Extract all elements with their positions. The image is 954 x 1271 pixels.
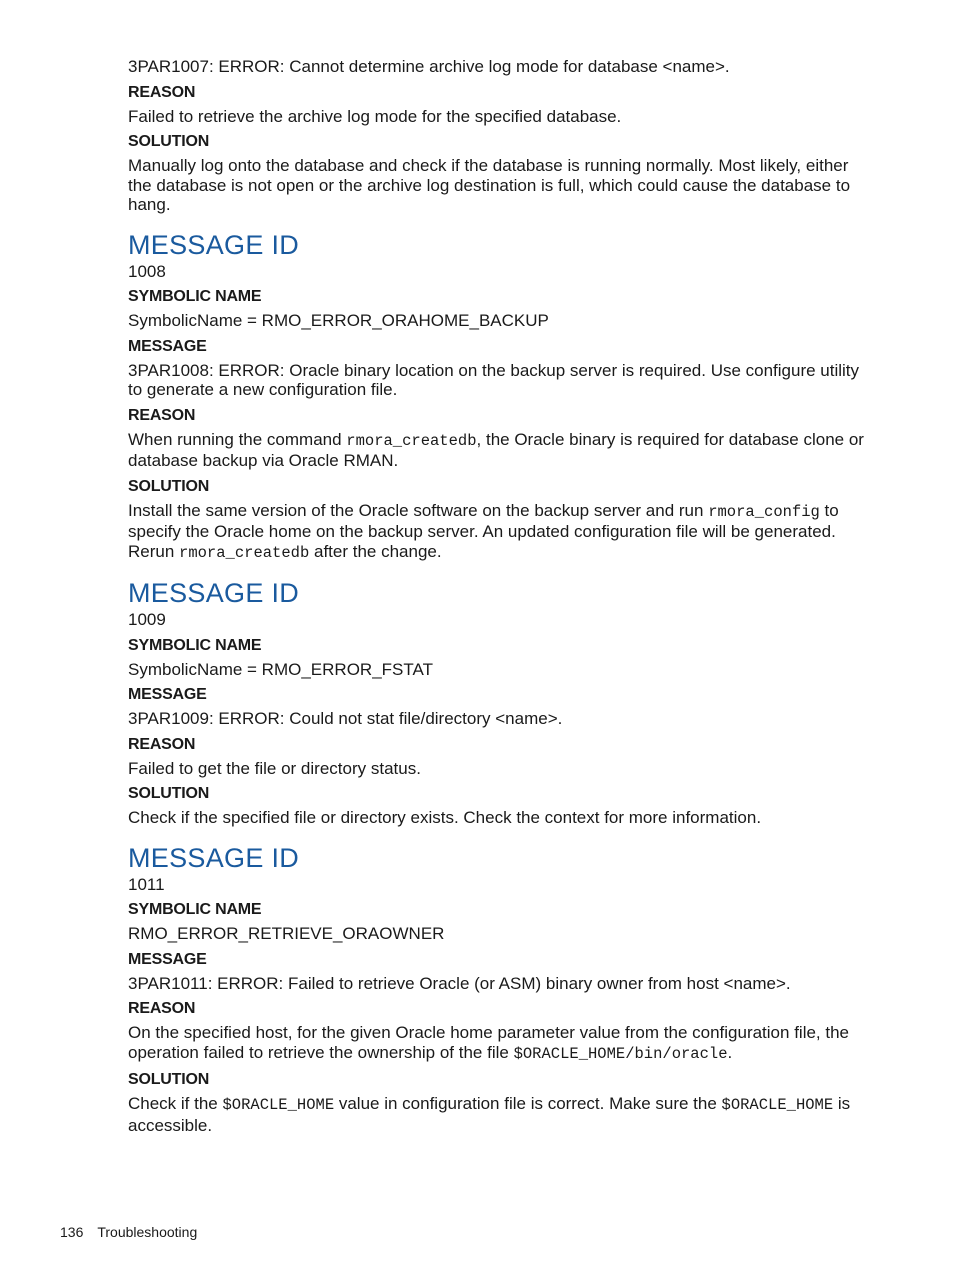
message-text-1007: 3PAR1007: ERROR: Cannot determine archive log mode for database <name>.	[128, 57, 730, 76]
reason-text-part: , the Oracle binary is required for database clone or database backup via Oracle RMAN.	[128, 429, 864, 470]
symbolic-name-label: SYMBOLIC NAME	[128, 636, 262, 654]
command-code: rmora_config	[708, 502, 820, 521]
message-label: MESSAGE	[128, 337, 207, 355]
solution-text-part: value in configuration file is correct. Make sure the	[334, 1094, 722, 1113]
message-text-1008: 3PAR1008: ERROR: Oracle binary location on the backup server is required. Use configure utility to generate a new configuration file.	[128, 360, 860, 399]
message-id-heading: MESSAGE ID	[128, 229, 300, 260]
solution-text-1007: Manually log onto the database and check if the database is running normally. Most likely, either the database is not open or the archive log destination is full, which could cause the database to hang.	[128, 156, 851, 214]
footer-section-title: Troubleshooting	[97, 1224, 198, 1240]
reason-label: REASON	[128, 406, 196, 424]
message-label: MESSAGE	[128, 950, 207, 968]
solution-label: SOLUTION	[128, 1071, 210, 1088]
reason-text-1007: Failed to retrieve the archive log mode for the specified database.	[128, 106, 622, 126]
solution-text-1008	[128, 501, 870, 564]
path-code: $ORACLE_HOME/bin/oracle	[513, 1044, 728, 1063]
command-code: rmora_createdb	[179, 543, 310, 562]
solution-label: SOLUTION	[128, 133, 210, 150]
document-page	[128, 54, 870, 1135]
page-number: 136	[60, 1224, 84, 1240]
symbolic-name-value: SymbolicName = RMO_ERROR_ORAHOME_BACKUP	[128, 311, 549, 330]
reason-text-1008	[128, 430, 870, 471]
reason-text-1011	[128, 1023, 870, 1064]
message-id-value: 1008	[128, 261, 166, 281]
env-variable-code: $ORACLE_HOME	[222, 1096, 335, 1114]
reason-text-part: .	[727, 1042, 733, 1062]
symbolic-name-label: SYMBOLIC NAME	[128, 901, 262, 918]
message-id-heading: MESSAGE ID	[128, 578, 300, 608]
solution-label: SOLUTION	[128, 477, 210, 495]
reason-label: REASON	[128, 83, 196, 101]
reason-label: REASON	[128, 1000, 196, 1017]
solution-text-1011	[128, 1094, 870, 1135]
message-id-heading: MESSAGE ID	[128, 842, 300, 873]
reason-text-part: When running the command	[128, 429, 347, 449]
solution-text-part: after the change.	[309, 541, 442, 561]
symbolic-name-label: SYMBOLIC NAME	[128, 288, 262, 305]
message-label: MESSAGE	[128, 686, 207, 703]
message-text-1009: 3PAR1009: ERROR: Could not stat file/directory <name>.	[128, 709, 563, 728]
symbolic-name-value: RMO_ERROR_RETRIEVE_ORAOWNER	[128, 924, 445, 943]
solution-label: SOLUTION	[128, 785, 210, 802]
solution-text-part: is accessible.	[128, 1094, 851, 1135]
message-id-value: 1009	[128, 610, 166, 629]
solution-text-part: Check if the	[128, 1094, 223, 1113]
symbolic-name-value: SymbolicName = RMO_ERROR_FSTAT	[128, 659, 433, 679]
solution-text-part: to specify the Oracle home on the backup server. An updated configuration file will be generated. Rerun	[128, 500, 839, 561]
reason-text-part: On the specified host, for the given Oracle home parameter value from the configuration file, the operation failed to retrieve the ownership of the file	[128, 1023, 849, 1062]
env-variable-code: $ORACLE_HOME	[721, 1096, 834, 1114]
reason-text-1009: Failed to get the file or directory status.	[128, 758, 421, 778]
command-code: rmora_createdb	[346, 431, 477, 450]
reason-label: REASON	[128, 735, 196, 753]
message-id-value: 1011	[128, 874, 165, 894]
message-text-1011: 3PAR1011: ERROR: Failed to retrieve Oracle (or ASM) binary owner from host <name>.	[128, 973, 791, 993]
solution-text-1009: Check if the specified file or directory exists. Check the context for more information.	[128, 808, 762, 827]
page-footer	[60, 1223, 197, 1241]
solution-text-part: Install the same version of the Oracle software on the backup server and run	[128, 500, 709, 520]
